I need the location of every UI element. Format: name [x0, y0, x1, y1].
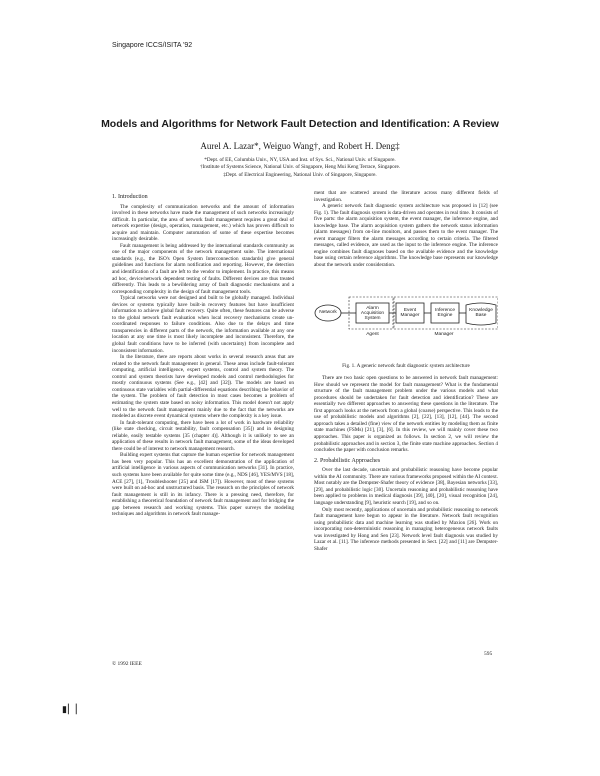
affiliations	[80, 157, 520, 179]
paragraph: Only most recently, applications of uncertain and probabilistic reasoning to network fault management have begun to appear in the literature. Network fault recognition using probabilistic data and machine learning was studied by Maxion [26]. Work on incorporating non-deterministic reasoning in managing heterogeneous network faults was investigated by Hong and Sen [23]. Network level fault diagnosis was studied by Lazar et al. [11]. The inference methods presented in Sect. [22] and [11] are Dempster-Shafer	[314, 506, 498, 552]
section-heading-introduction: 1. Introduction	[112, 194, 148, 200]
affiliation-1: *Dept. of EE, Columbia Univ., NY, USA and Inst. of Sys. Sci., National Univ. of Singapore.	[204, 157, 396, 163]
affiliation-2: †Institute of Systems Science, National Univ. of Singapore, Heng Mui Keng Terrace, Singapore.	[199, 164, 401, 171]
paragraph: A generic network fault diagnostic system architecture was proposed in [12] (see Fig. 1). The fault diagnosis system is data-driven and operates in real time. It consists of five parts: the alarm acquisition system, the event manager, the inference engine, and knowledge base. The alarm acquisition system gathers the network status information (alarm messages) from on-line monitors, and passes them to the event manager. The event manager filters the alarm messages according to certain criteria. The filtered messages, called evidence, are used as the input to the inference engine. The inference engine combines fault diagnoses based on the available evidence and the knowledge base using certain reference algorithms. The knowledge base represents our knowledge about the network under consideration.	[314, 203, 498, 269]
paragraph: In fault-tolerant computing, there have been a lot of work in hardware reliability (like state checking, circuit testability, fault compensation [35]) and in designing reliable, easily testable systems [35 (chapter 4)]. Although it is unlikely to see an application of these results in network fault management, some of the ideas developed there could be of interest to network management research.	[112, 419, 294, 452]
event-box-label: Event Manager	[400, 307, 420, 318]
agent-label: Agent	[366, 331, 379, 337]
network-label: Network	[319, 309, 337, 315]
paragraph: Building expert systems that capture the human expertise for network management has been very popular. This has an excellent demonstration of the application of artificial intelligence in various aspects of communication networks [31]. In practice, such systems have been available for quite some time (e.g., NDS [46], YES/MVS [18], ACE [27], [1], Troubleshooter [25] and ISM [17]). However, most of these systems were built on ad-hoc and unstructured basis. The research on the principles of network fault management is still in its infancy. There is a pressing need, therefore, for establishing a theoretical foundation of network fault management and for bridging the gap between research and working systems. This paper surveys the modeling techniques and algorithms in network fault manage-	[112, 452, 294, 518]
paragraph: There are two basic open questions to be answered in network fault management: How should we represent the model for fault management? What is the fundamental structure of the fault management problem under the various models and what procedures should be undertaken for fault detection and identification? These are essentially two different approaches to answering these questions in the literature. The first approach looks at the network from a global (coarse) perspective. This leads to the use of probabilistic models and algorithms [2], [22], [13], [12], [44]. The second approach takes a detailed (fine) view of the network entities by modeling them as finite state machines (FSMs) [21], [3], [6]. In this review, we will mainly cover these two approaches. This paper is organized as follows. In section 2, we will review the probabilistic approaches and in section 3, the finite state machine approaches. Section 4 concludes the paper with conclusion remarks.	[314, 375, 498, 454]
section-heading-probabilistic: 2. Probabilistic Approaches	[314, 457, 381, 464]
inference-box-label: Inference Engine	[434, 307, 455, 318]
conference-header: Singapore ICCS/ISITA '92	[112, 42, 193, 49]
affiliation-3: ‡Dept. of Electrical Engineering, National Univ. of Singapore, Singapore.	[223, 171, 377, 178]
author-list: Aurel A. Lazar*, Weiguo Wang†, and Robert H. Deng‡	[200, 141, 400, 151]
manager-label: Manager	[434, 331, 454, 337]
left-column	[112, 190, 294, 518]
paragraph: Fault management is being addressed by the international standards community as one of the major components of the network management suite. The international standards (e.g., the ISO's Open System Interconnection standards) give general guidelines and functions for alarm notification and reporting. However, the detection and identification of a fault are left to the vendor to implement. In practice, this means ad hoc, device/network dependent testing of faults. Different devices are thus treated differently. This leads to a bewildering array of fault diagnostic mechanisms and a corresponding complexity in the design of fault management tools.	[112, 242, 294, 295]
paragraph: Over the last decade, uncertain and probabilistic reasoning have become popular within the AI community. There are various frameworks proposed within the AI context. Most notably are the Dempster-Shafer theory of evidence [38], Bayesian networks [33], [29], and probabilistic logic [30]. Uncertain reasoning and probabilistic reasoning have been applied to problems in medical diagnosis [39], [40], [20], visual recognition [24], language understanding [9], heuristic search [19], and so on.	[314, 467, 498, 506]
figure-caption: Fig. 1. A generic network fault diagnostic system architecture	[342, 362, 470, 369]
right-column	[314, 190, 498, 552]
knowledge-box-label: Knowledge Base	[469, 307, 493, 318]
paragraph: The complexity of communication networks and the amount of information involved in these networks have made the management of such networks increasingly difficult. In particular, the area of network fault management requires a great deal of network expertise (design, operation, management, etc.) which has proven difficult to acquire and maintain. Computer automation of some of these expertise becomes increasingly desirable.	[112, 203, 294, 243]
alarm-box-label: Alarm Acquisition System	[360, 305, 385, 321]
scan-marks: ▮▏▏	[62, 704, 84, 714]
architecture-figure	[314, 275, 498, 361]
page-number: 595	[484, 651, 493, 657]
copyright-notice: © 1992 IEEE	[112, 661, 142, 667]
paragraph: Typical networks were not designed and built to be globally managed. Individual devices or systems typically have built-in recovery features but have insufficient information to achieve global fault recovery. Quite often, these features can be adverse to the global network fault evaluation when local recovery mechanisms create un-coordinated responses to failure conditions. Also due to the delays and time transparencies in different parts of the network, the information available at any one location at any one time is most likely incomplete and inconsistent. Therefore, the global fault conditions have to be inferred (with uncertainty) from incomplete and inconsistent information.	[112, 295, 294, 354]
paragraph: In the literature, there are reports about works in several research areas that are related to the network fault management in general. These areas include fault-tolerant computing, artificial intelligence, expert systems, control and system theory. The control and system theorists have developed models and control methodologies for mostly continuous systems (See e.g., [42] and [32]). The models are based on continuous state variables with partial-differential equations describing the behavior of the system. The problem of fault detection in most cases becomes a problem of estimating the system state based on noisy information. This model doesn't not apply well to the network fault management mainly due to the fact that the networks are modeled as discrete event dynamical systems where the complexity is a key issue.	[112, 354, 294, 420]
paper-title: Models and Algorithms for Network Fault Detection and Identification: A Review	[101, 118, 499, 130]
paragraph: ment that are scattered around the literature across many different fields of investigation.	[314, 190, 498, 203]
